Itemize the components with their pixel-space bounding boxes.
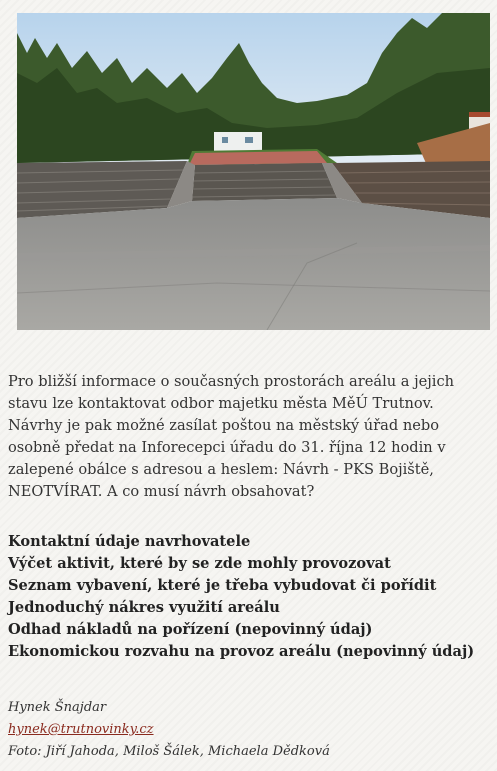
photo-credit: Foto: Jiří Jahoda, Miloš Šálek, Michaela Dědková xyxy=(8,744,330,759)
list-item: Výčet aktivit, které by se zde mohly provozovat xyxy=(8,555,391,572)
list-item: Kontaktní údaje navrhovatele xyxy=(8,533,251,550)
author-email-link[interactable]: hynek@trutnovinky.cz xyxy=(8,722,154,737)
author-email-row xyxy=(8,719,492,741)
list-item: Ekonomickou rozvahu na provoz areálu (nepovinný údaj) xyxy=(8,643,475,660)
list-item: Jednoduchý nákres využití areálu xyxy=(8,599,280,616)
article-credits xyxy=(8,697,492,763)
intro-paragraph: Pro bližší informace o současných prostorách areálu a jejich stavu lze kontaktovat odbor majetku města MěÚ Trutnov. Návrhy je pak možné zasílat poštou na městský úřad nebo osobně předat na Inforecepci úřadu do 31. října 12 hodin v zalepené obálce s adresou a heslem: Návrh - PKS Bojiště, NEOTVÍRAT. A co musí návrh obsahovat? xyxy=(8,373,455,500)
list-item: Seznam vybavení, které je třeba vybudovat či pořídit xyxy=(8,577,437,594)
list-item: Odhad nákladů na pořízení (nepovinný údaj) xyxy=(8,621,373,638)
article-photo xyxy=(17,13,490,330)
amphitheater-photo-icon xyxy=(17,13,490,330)
requirements-list xyxy=(8,531,492,663)
author-name: Hynek Šnajdar xyxy=(8,700,107,715)
